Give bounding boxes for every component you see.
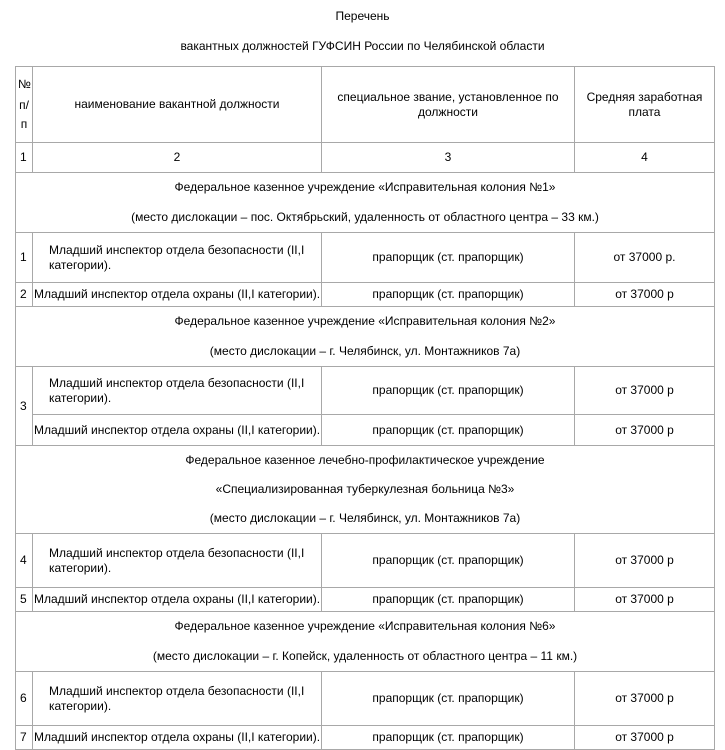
section-line: Федеральное казенное учреждение «Исправительная колония №1» xyxy=(174,180,556,194)
section-header xyxy=(16,307,715,367)
row-salary: от 37000 р xyxy=(575,672,715,726)
row-rank: прапорщик (ст. прапорщик) xyxy=(322,588,575,612)
section-line: Федеральное казенное учреждение «Исправительная колония №6» xyxy=(174,619,556,633)
row-position: Младший инспектор отдела охраны (II,I категории). xyxy=(33,726,322,750)
header-salary: Средняя заработная плата xyxy=(575,67,715,143)
section-header xyxy=(16,173,715,233)
row-position: Младший инспектор отдела безопасности (II,I категории). xyxy=(33,534,322,588)
row-rank: прапорщик (ст. прапорщик) xyxy=(322,283,575,307)
row-rank: прапорщик (ст. прапорщик) xyxy=(322,233,575,283)
document-title: Перечень xyxy=(335,9,390,23)
row-num: 6 xyxy=(16,672,33,726)
row-rank: прапорщик (ст. прапорщик) xyxy=(322,534,575,588)
table-row xyxy=(16,672,715,726)
col-number: 4 xyxy=(575,143,715,173)
row-rank: прапорщик (ст. прапорщик) xyxy=(322,367,575,415)
table-row xyxy=(16,588,715,612)
row-salary: от 37000 р xyxy=(575,367,715,415)
header-rank: специальное звание, установленное по должности xyxy=(322,67,575,143)
row-position: Младший инспектор отдела безопасности (II,I категории). xyxy=(33,233,322,283)
row-num: 2 xyxy=(16,283,33,307)
row-salary: от 37000 р xyxy=(575,534,715,588)
row-salary: от 37000 р xyxy=(575,415,715,446)
header-num-line: п/ xyxy=(19,98,29,112)
section-line: Федеральное казенное лечебно-профилактическое учреждение xyxy=(185,453,545,467)
row-num: 4 xyxy=(16,534,33,588)
header-num xyxy=(16,67,33,143)
section-line: (место дислокации – г. Копейск, удаленность от областного центра – 11 км.) xyxy=(152,649,578,663)
section-line: Федеральное казенное учреждение «Исправительная колония №2» xyxy=(174,314,556,328)
row-salary: от 37000 р xyxy=(575,283,715,307)
row-position: Младший инспектор отдела безопасности (II,I категории). xyxy=(33,367,322,415)
table-row xyxy=(16,415,715,446)
row-salary: от 37000 р xyxy=(575,726,715,750)
table-row xyxy=(16,367,715,415)
col-number: 1 xyxy=(16,143,33,173)
section-line: (место дислокации – г. Челябинск, ул. Монтажников 7а) xyxy=(209,344,521,358)
row-position: Младший инспектор отдела охраны (II,I категории). xyxy=(33,588,322,612)
row-salary: от 37000 р. xyxy=(575,233,715,283)
table-row xyxy=(16,233,715,283)
section-line: (место дислокации – пос. Октябрьский, удаленность от областного центра – 33 км.) xyxy=(131,210,599,224)
table-row xyxy=(16,534,715,588)
table-row xyxy=(16,283,715,307)
col-number: 2 xyxy=(33,143,322,173)
col-number: 3 xyxy=(322,143,575,173)
row-num: 1 xyxy=(16,233,33,283)
row-num: 5 xyxy=(16,588,33,612)
section-line: «Специализированная туберкулезная больница №3» xyxy=(215,482,515,496)
header-row xyxy=(16,67,715,143)
header-position: наименование вакантной должности xyxy=(33,67,322,143)
document-subtitle: вакантных должностей ГУФСИН России по Челябинской области xyxy=(180,39,545,53)
row-rank: прапорщик (ст. прапорщик) xyxy=(322,415,575,446)
row-salary: от 37000 р xyxy=(575,588,715,612)
section-header xyxy=(16,446,715,534)
row-rank: прапорщик (ст. прапорщик) xyxy=(322,726,575,750)
row-position: Младший инспектор отдела охраны (II,I категории). xyxy=(33,283,322,307)
vacancies-table xyxy=(15,66,715,750)
column-numbers-row xyxy=(16,143,715,173)
row-num: 3 xyxy=(16,367,33,446)
row-num: 7 xyxy=(16,726,33,750)
section-line: (место дислокации – г. Челябинск, ул. Монтажников 7а) xyxy=(209,511,521,525)
row-position: Младший инспектор отдела охраны (II,I категории). xyxy=(33,415,322,446)
header-num-line: п xyxy=(20,117,28,131)
row-position: Младший инспектор отдела безопасности (II,I категории). xyxy=(33,672,322,726)
header-num-line: № xyxy=(18,77,31,91)
section-header xyxy=(16,612,715,672)
row-rank: прапорщик (ст. прапорщик) xyxy=(322,672,575,726)
